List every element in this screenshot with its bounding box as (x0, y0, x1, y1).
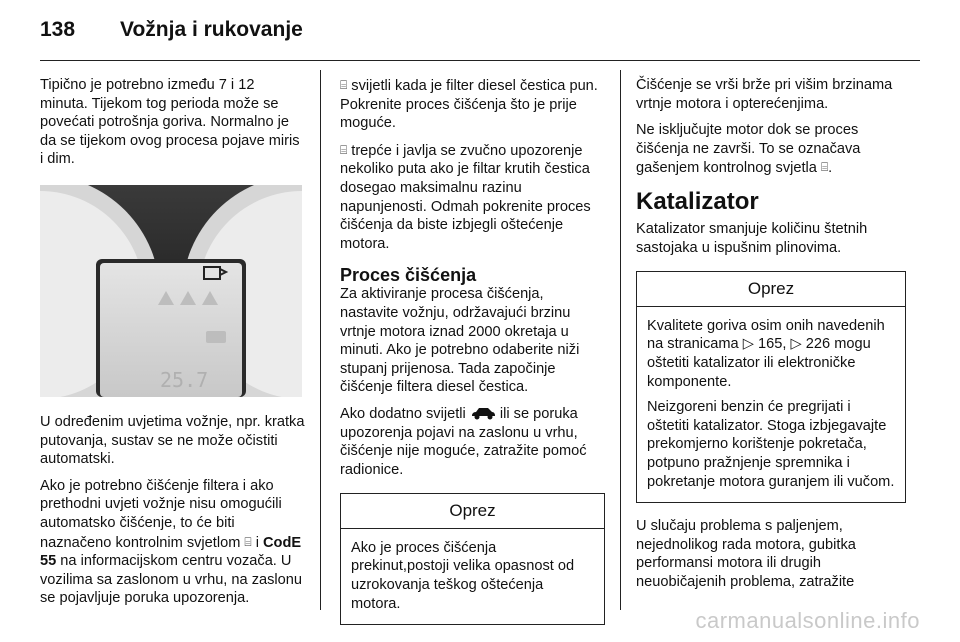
diesel-particle-filter-icon: ⌸ (244, 534, 252, 549)
section-heading: Proces čišćenja (340, 265, 477, 286)
paragraph-text: trepće i javlja se zvučno upozorenje nekoliko puta ako je filtar krutih čestica dosegao maksimalnu razinu napunjenosti. Odmah pokrenite proces čišćenja da biste izbjegli oštećenje motora. (340, 142, 591, 252)
caution-title: Oprez (637, 272, 905, 307)
paragraph: Za aktiviranje procesa čišćenja, nastavite vožnju, održavajući brzinu vrtnje motora iznad 2000 okretaja u minuti. Ako je potrebno odaberite niži stupanj prijenosa. Tada započinje čišćenje filtera diesel čestica. (340, 286, 580, 396)
caution-text (647, 317, 895, 391)
paragraph-text: svijetli kada je filter diesel čestica pun. Pokrenite proces čišćenja što je prije moguće. (340, 78, 598, 132)
page-reference[interactable]: 165, (758, 336, 787, 353)
paragraph: Čišćenje se vrši brže pri višim brzinama vrtnje motora i opterećenjima. (636, 77, 893, 112)
page-reference-triangle-icon[interactable]: ▷ (742, 336, 754, 353)
paragraph-text: na informacijskom centru vozača. U vozilima sa zaslonom u vrhu, na zaslonu se pojavljuje poruka upozorenja. (40, 553, 303, 607)
caution-box (636, 271, 906, 503)
chapter-title: Vožnja i rukovanje (120, 18, 303, 41)
caution-title: Oprez (341, 494, 604, 529)
paragraph-text: i (255, 534, 259, 551)
paragraph-text: . (828, 160, 833, 177)
paragraph-text: Ako je potrebno čišćenje filtera i ako prethodni uvjeti vožnje nisu omogućili automatsko čišćenje, to će biti naznačeno kontrolnim svjetlom (40, 477, 282, 551)
page-number: 138 (40, 18, 76, 41)
service-vehicle-icon (470, 406, 496, 420)
paragraph: U slučaju problema s paljenjem, nejednolikog rada motora, gubitka performansi motora ili drugih neuobičajenih problema, zatražite (636, 518, 856, 590)
paragraph-text: 226 mogu oštetiti katalizator ili elektroničke komponente. (647, 336, 871, 390)
paragraph: Tipično je potrebno između 7 i 12 minuta. Tijekom tog perioda može se povećati potrošnja goriva. Normalno je da se tijekom ovog procesa pojave miris i dim. (40, 77, 300, 168)
paragraph (40, 477, 305, 608)
column-3 (636, 76, 906, 599)
column-2 (340, 76, 605, 625)
diesel-particle-filter-icon: ⌸ (820, 160, 829, 175)
paragraph-text: ili se poruka upozorenja pojavi na zaslonu u vrhu, čišćenje nije moguće, zatražite pomoć radionice. (340, 405, 587, 478)
page-reference-triangle-icon[interactable]: ▷ (790, 336, 802, 353)
paragraph (340, 405, 605, 479)
paragraph-text: Ako dodatno svijetli (340, 405, 466, 422)
paragraph: U određenim uvjetima vožnje, npr. kratka putovanja, sustav se ne može očistiti automatski. (40, 413, 305, 468)
display-reading: 25.7 (160, 367, 209, 392)
paragraph (340, 141, 605, 254)
diesel-particle-filter-icon: ⌸ (340, 78, 348, 92)
section-heading: Katalizator (636, 187, 759, 215)
watermark: carmanualsonline.info (695, 608, 920, 633)
caution-text: Neizgoreni benzin će pregrijati i oštetiti katalizator. Stoga izbjegavajte prekomjerno korištenje pokretača, potpuno pražnjenje spremnika i pokretanje motora guranjem ili vučom. (647, 399, 895, 490)
page-header (40, 18, 920, 58)
instrument-cluster-photo (40, 185, 302, 397)
paragraph (340, 76, 605, 133)
column-1 (40, 76, 305, 616)
paragraph-text: Kvalitete goriva osim onih navedenih na stranicama (647, 317, 885, 353)
header-divider (40, 60, 920, 61)
paragraph (636, 121, 906, 178)
paragraph-text: Ne isključujte motor dok se proces čišćenja ne završi. To se označava gašenjem kontrolnog svjetla (636, 122, 861, 177)
diesel-particle-filter-icon: ⌸ (340, 142, 348, 157)
column-divider-2 (620, 70, 621, 610)
paragraph: Katalizator smanjuje količinu štetnih sastojaka u ispušnim plinovima. (636, 220, 868, 256)
code-label: CodE 55 (40, 534, 302, 570)
caution-box (340, 493, 605, 625)
caution-text: Ako je proces čišćenja prekinut,postoji velika opasnost od uzrokovanja teškog oštećenja motora. (351, 539, 575, 612)
column-divider-1 (320, 70, 321, 610)
